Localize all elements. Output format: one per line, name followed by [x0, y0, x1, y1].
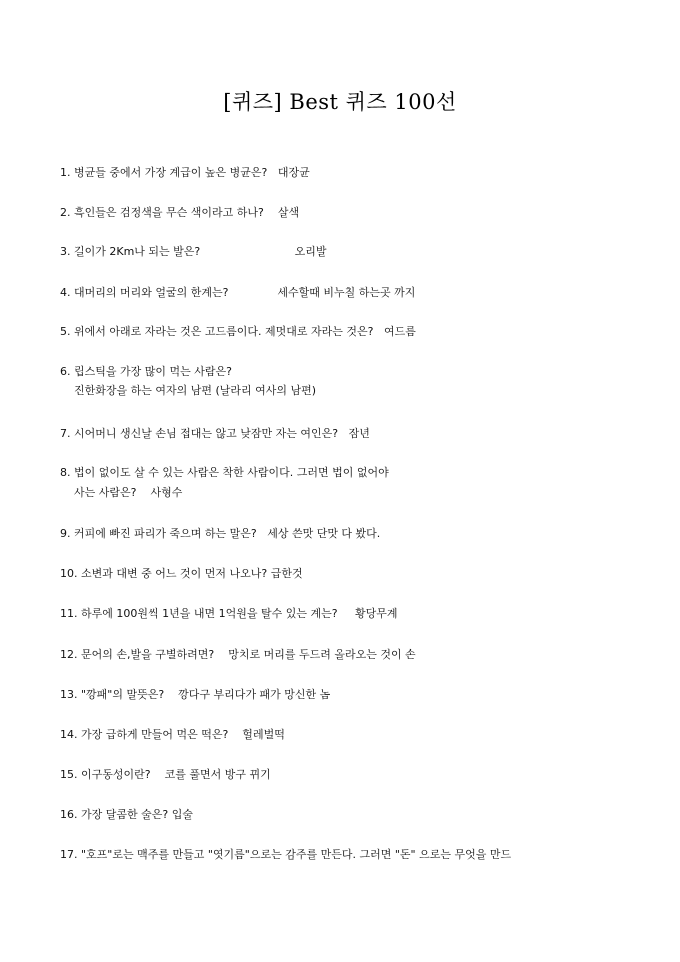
document-title: [퀴즈] Best 퀴즈 100선 — [223, 90, 457, 114]
quiz-line-6-answer: 진한화장을 하는 여자의 남편 (날라리 여사의 남편) — [74, 384, 317, 397]
quiz-line-16: 16. 가장 달콤한 술은? 입술 — [60, 808, 193, 821]
quiz-line-12: 12. 문어의 손,발을 구별하려면? 망치로 머리를 두드려 올라오는 것이 손 — [60, 648, 416, 661]
quiz-line-9: 9. 커피에 빠진 파리가 죽으며 하는 말은? 세상 쓴맛 단맛 다 봤다. — [60, 527, 381, 540]
quiz-line-8: 8. 법이 없이도 살 수 있는 사람은 착한 사람이다. 그러면 법이 없어야 — [60, 466, 389, 479]
quiz-line-2: 2. 흑인들은 검정색을 무슨 색이라고 하나? 살색 — [60, 206, 300, 219]
quiz-line-14: 14. 가장 급하게 만들어 먹은 떡은? 헐레벌떡 — [60, 728, 285, 741]
quiz-line-17: 17. "호프"로는 맥주를 만들고 "엿기름"으로는 감주를 만든다. 그러면 "돈" 으로는 무엇을 만드 — [60, 848, 512, 861]
quiz-line-13: 13. "깡패"의 말뜻은? 깡다구 부리다가 패가 망신한 놈 — [60, 688, 331, 701]
quiz-line-7: 7. 시어머니 생신날 손님 접대는 않고 낮잠만 자는 여인은? 잠년 — [60, 427, 370, 440]
quiz-line-8-continued: 사는 사람은? 사형수 — [74, 486, 183, 499]
quiz-line-1: 1. 병균들 중에서 가장 계급이 높은 병균은? 대장균 — [60, 166, 310, 179]
quiz-line-10: 10. 소변과 대변 중 어느 것이 먼저 나오나? 급한것 — [60, 567, 303, 580]
quiz-line-4: 4. 대머리의 머리와 얼굴의 한계는? 세수할때 비누칠 하는곳 까지 — [60, 286, 416, 299]
quiz-line-6: 6. 립스틱을 가장 많이 먹는 사람은? — [60, 365, 232, 378]
quiz-line-3: 3. 길이가 2Km나 되는 발은? 오리발 — [60, 245, 327, 258]
quiz-line-11: 11. 하루에 100원씩 1년을 내면 1억원을 탈수 있는 계는? 황당무계 — [60, 607, 398, 620]
quiz-line-15: 15. 이구동성이란? 코를 풀면서 방구 뀌기 — [60, 768, 271, 781]
quiz-line-5: 5. 위에서 아래로 자라는 것은 고드름이다. 제멋대로 자라는 것은? 여드름 — [60, 325, 416, 338]
